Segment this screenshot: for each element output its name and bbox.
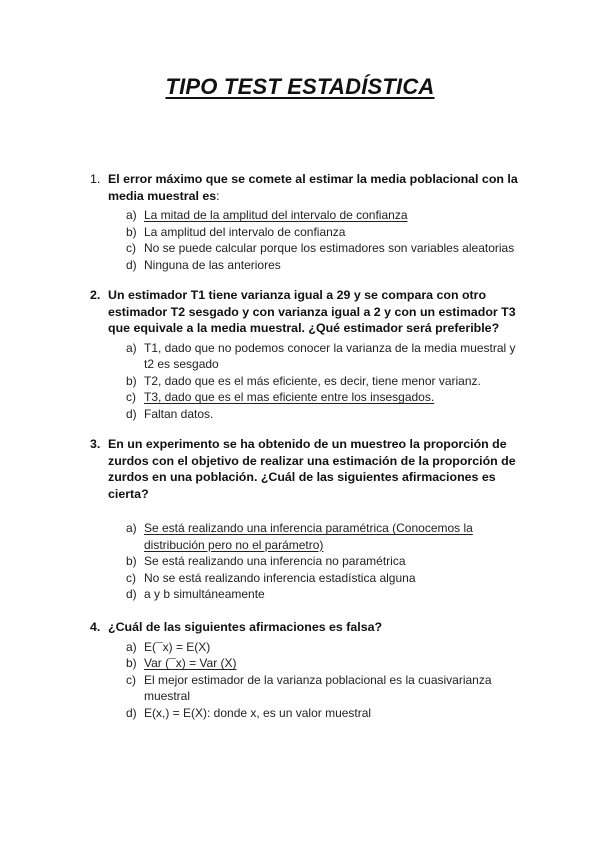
question-1-options (90, 207, 520, 273)
question-2-option-c (90, 389, 520, 406)
question-2-text: Un estimador T1 tiene varianza igual a 29 y se compara con otro estimador T2 sesgado y con varianza igual a 2 y con un estimador T3 que equivale a la media muestral. ¿Qué estimador será preferible? (108, 288, 516, 335)
option-letter: c) (126, 570, 136, 585)
question-2-option-b (90, 373, 520, 390)
question-3-number: 3. (90, 437, 101, 451)
option-letter: b) (126, 554, 137, 568)
option-text: Faltan datos. (144, 406, 214, 421)
question-1-number: 1. (90, 172, 101, 186)
question-1-suffix: : (216, 188, 220, 203)
option-letter: c) (126, 241, 136, 255)
option-text: E(¯x) = E(X) (144, 639, 211, 654)
option-text: T2, dado que es el más eficiente, es decir, tiene menor varianz. (144, 373, 481, 388)
question-3-option-a (90, 520, 520, 553)
question-2-option-a (90, 340, 520, 373)
question-4-option-b (90, 655, 520, 672)
option-letter: a) (126, 208, 137, 222)
option-letter: a) (126, 521, 137, 535)
option-text: T3, dado que es el mas eficiente entre los insesgados. (144, 390, 435, 404)
question-4-stem (90, 619, 520, 636)
page-title: TIPO TEST ESTADÍSTICA (165, 74, 435, 99)
question-3-stem (90, 436, 520, 502)
option-letter: b) (126, 224, 137, 239)
question-4-number: 4. (90, 620, 101, 634)
question-1-option-b (90, 224, 520, 241)
option-letter: a) (126, 639, 137, 654)
question-3-option-b (90, 553, 520, 570)
question-3 (90, 436, 520, 603)
question-4-option-a (90, 639, 520, 656)
option-text: a y b simultáneamente (144, 587, 265, 601)
option-letter: d) (126, 587, 137, 601)
question-1 (90, 171, 520, 273)
question-4-options (90, 639, 520, 722)
question-2-options (90, 340, 520, 423)
option-letter: d) (126, 406, 137, 421)
option-text: E(x,) = E(X): donde x, es un valor muestral (144, 705, 372, 720)
option-text: La mitad de la amplitud del intervalo de confianza (144, 208, 408, 222)
question-3-text: En un experimento se ha obtenido de un muestreo la proporción de zurdos con el objetivo de realizar una estimación de la proporción de zurdos en una población. ¿Cuál de las siguientes afirmaciones es cierta? (108, 437, 516, 501)
option-text: Var (¯x) = Var (X) (144, 656, 237, 670)
option-text: Se está realizando una inferencia no paramétrica (144, 554, 406, 568)
question-1-option-d (90, 257, 520, 274)
option-letter: d) (126, 705, 137, 720)
question-1-option-c (90, 240, 520, 257)
question-2-stem (90, 287, 520, 337)
question-2 (90, 287, 520, 422)
question-3-option-c (90, 570, 520, 587)
option-text: No se puede calcular porque los estimadores son variables aleatorias (144, 241, 515, 255)
question-4-option-c (90, 672, 520, 705)
question-1-text: El error máximo que se comete al estimar la media poblacional con la media muestral es (108, 172, 518, 203)
option-letter: a) (126, 340, 137, 355)
option-text: T1, dado que no podemos conocer la varianza de la media muestral y t2 es sesgado (144, 340, 516, 371)
option-letter: b) (126, 373, 137, 388)
option-letter: c) (126, 672, 136, 687)
option-letter: c) (126, 390, 136, 404)
option-text: La amplitud del intervalo de confianza (144, 224, 346, 239)
question-4-text: ¿Cuál de las siguientes afirmaciones es falsa? (108, 620, 383, 634)
question-1-option-a (90, 207, 520, 224)
question-4-option-d (90, 705, 520, 722)
option-letter: d) (126, 257, 137, 272)
question-1-stem (90, 171, 520, 204)
question-4 (90, 619, 520, 721)
question-2-option-d (90, 406, 520, 423)
option-text: Ninguna de las anteriores (144, 257, 281, 272)
option-letter: b) (126, 656, 137, 670)
question-3-options (90, 520, 520, 603)
option-text: El mejor estimador de la varianza poblacional es la cuasivarianza muestral (144, 672, 492, 703)
option-text: No se está realizando inferencia estadística alguna (144, 570, 416, 585)
question-2-number: 2. (90, 288, 101, 302)
option-text: Se está realizando una inferencia paramétrica (Conocemos la distribución pero no el parámetro) (144, 521, 473, 552)
question-3-option-d (90, 586, 520, 603)
